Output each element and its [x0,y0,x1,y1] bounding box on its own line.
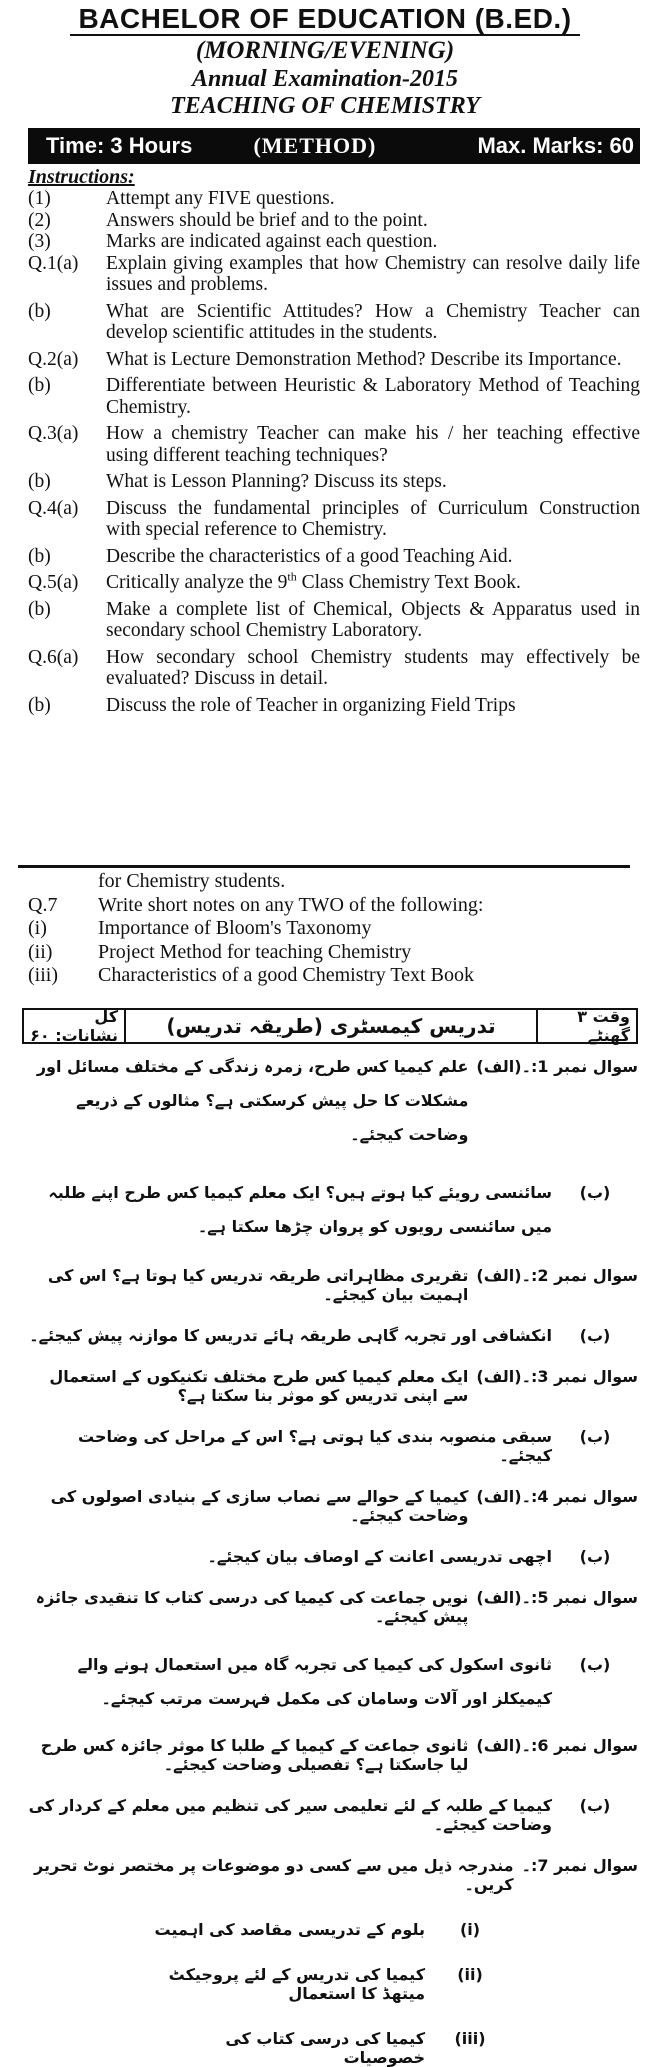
method-label: (METHOD) [253,133,377,158]
urdu-question: (ب) انکشافی اور تجربہ گاہی طریقہ ہائے تدریس کا موازنہ پیش کیجئے۔ [29,1326,611,1345]
urdu-question: سوال نمبر 1:۔(الف) علم کیمیا کس طرح، زمرہ زندگی کے مختلف مسائل اور مشکلات کا حل پیش کرسکتی ہے؟ مثالوں کے ذریعے وضاحت کیجئے۔ [36,1057,638,1144]
urdu-q7-item: (ii) کیمیا کی تدریس کے لئے پروجیکٹ میتھڈ کا استعمال [168,1965,483,2003]
urdu-question: سوال نمبر 5:۔(الف) نویں جماعت کی کیمیا کی درسی کتاب کا تنقیدی جائزہ پیش کیجئے۔ [35,1588,638,1626]
urdu-marks: کل نشانات: ۶۰ [30,1007,118,1045]
q7-item: (i) Importance of Bloom's Taxonomy [28,917,372,939]
urdu-question: (ب) اچھی تدریسی اعانت کے اوصاف بیان کیجئے۔ [207,1547,611,1566]
degree-title: BACHELOR OF EDUCATION (B.ED.) [70,4,579,36]
q7-item: (iii) Characteristics of a good Chemistry Text Book [28,964,474,986]
time-marks-bar [28,128,640,164]
instruction-item: (3) Marks are indicated against each question. [28,231,438,252]
urdu-header-bar [22,1008,638,1044]
urdu-question: سوال نمبر 2:۔(الف) تقریری مظاہراتی طریقہ تدریس کیا ہوتا ہے؟ اس کی اہمیت بیان کیجئے۔ [47,1266,638,1304]
urdu-question: سوال نمبر 4:۔(الف) کیمیا کے حوالے سے نصاب سازی کے بنیادی اصولوں کی وضاحت کیجئے۔ [50,1487,638,1525]
question-3b: (b) What is Lesson Planning? Discuss its steps. [28,471,447,492]
subject-line: TEACHING OF CHEMISTRY [170,93,480,119]
urdu-question: (ب) ثانوی اسکول کی کیمیا کی تجربہ گاہ میں استعمال ہونے والے کیمیکلز اور آلات وسامان کی مکمل فہرست مرتب کیجئے۔ [77,1655,611,1708]
urdu-question: سوال نمبر 6:۔(الف) ثانوی جماعت کے کیمیا کے طلبا کا موثر جائزہ کس طرح لیا جاسکتا ہے؟ تفصیلی وضاحت کیجئے۔ [40,1736,638,1774]
question-4a: Q.4(a) Discuss the fundamental principles of Curriculum Construction with special reference to Chemistry. [28,497,640,540]
urdu-question: (ب) سائنسی رویئے کیا ہوتے ہیں؟ ایک معلم کیمیا کس طرح اپنے طلبہ میں سائنسی رویوں کو پروان چڑھا سکتا ہے۔ [48,1183,611,1236]
urdu-question: (ب) سبقی منصوبہ بندی کیا ہوتی ہے؟ اس کے مراحل کی وضاحت کیجئے۔ [78,1427,611,1465]
urdu-q7-item: (i) بلوم کے تدریسی مقاصد کی اہمیت [154,1920,481,1939]
question-6a: Q.6(a) How secondary school Chemistry students may effectively be evaluated? Discuss in detail. [28,646,640,689]
exam-line: Annual Examination-2015 [191,66,459,92]
urdu-question: (ب) کیمیا کے طلبہ کے لئے تعلیمی سیر کی تنظیم میں معلم کے کردار کی وضاحت کیجئے۔ [28,1796,611,1834]
question-1a: Q.1(a) Explain giving examples that how Chemistry can resolve daily life issues and problems. [28,252,640,295]
page-divider [18,865,630,868]
time-label: Time: 3 Hours [46,133,193,158]
question-2a: Q.2(a) What is Lecture Demonstration Method? Describe its Importance. [28,348,622,370]
question-3a: Q.3(a) How a chemistry Teacher can make his / her teaching effective using different teaching techniques? [28,423,640,466]
paper-header [0,0,650,120]
urdu-question: سوال نمبر 3:۔(الف) ایک معلم کیمیا کس طرح مختلف تکنیکوں کے استعمال سے اپنی تدریس کو موثر بنا سکتا ہے؟ [49,1367,638,1405]
question-7: Q.7 Write short notes on any TWO of the following: [28,893,484,916]
urdu-title: تدریس کیمسٹری (طریقہ تدریس) [124,1010,536,1042]
instruction-item: (1) Attempt any FIVE questions. [28,188,335,209]
urdu-question: سوال نمبر 7:۔ مندرجہ ذیل میں سے کسی دو موضوعات پر مختصر نوٹ تحریر کریں۔ [34,1856,638,1894]
continuation-text: for Chemistry students. [98,870,286,892]
max-marks-label: Max. Marks: 60 [477,133,634,158]
question-6b: (b) Discuss the role of Teacher in organizing Field Trips [28,694,516,716]
urdu-time: وقت ۳ گھنٹے [536,1010,636,1042]
english-questions [28,166,640,716]
question-4b: (b) Describe the characteristics of a good Teaching Aid. [28,545,513,567]
english-questions-continued [28,870,640,988]
question-2b: (b) Differentiate between Heuristic & Laboratory Method of Teaching Chemistry. [28,375,640,418]
question-1b: (b) What are Scientific Attitudes? How a Chemistry Teacher can develop scientific attitudes in the students. [28,300,640,343]
session-line: (MORNING/EVENING) [195,37,455,64]
urdu-q7-item: (iii) کیمیا کی درسی کتاب کی خصوصیات [225,2029,486,2067]
question-5a: Q.5(a) Critically analyze the 9th Class Chemistry Text Book. [28,569,521,593]
urdu-questions [22,1050,638,2067]
q7-item: (ii) Project Method for teaching Chemistry [28,940,412,963]
instructions-title: Instructions: [28,166,135,188]
instruction-item: (2) Answers should be brief and to the point. [28,209,428,231]
question-5b: (b) Make a complete list of Chemical, Objects & Apparatus used in secondary school Chemistry Laboratory. [28,598,640,641]
